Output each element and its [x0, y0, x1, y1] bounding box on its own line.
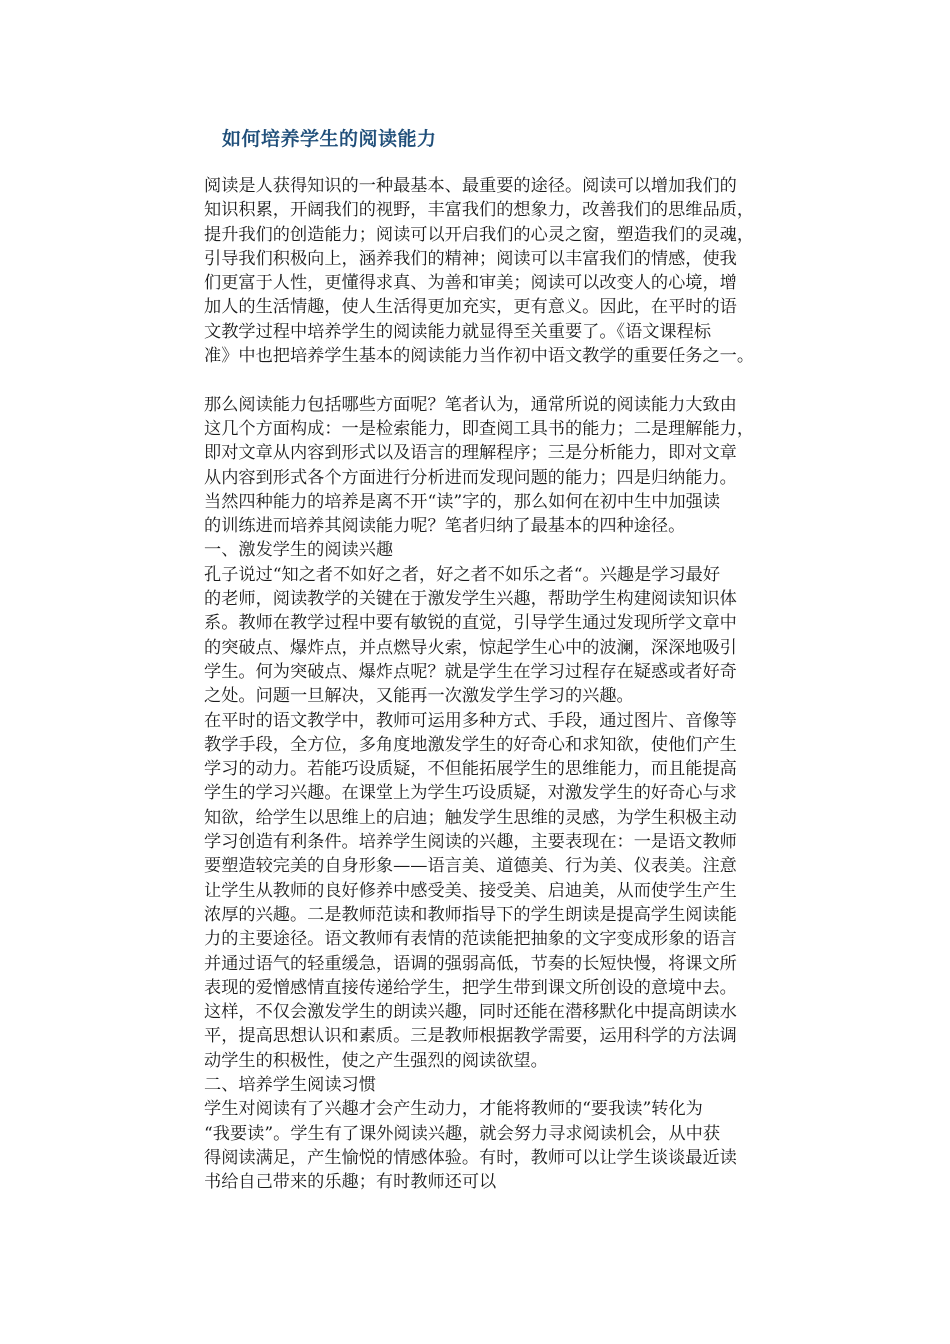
text-line: 从内容到形式各个方面进行分析进而发现问题的能力；四是归纳能力。 [204, 467, 737, 488]
text-line: 孔子说过“知之者不如好之者，好之者不如乐之者“。兴趣是学习最好 [204, 564, 721, 585]
text-line: 引导我们积极向上，涵养我们的精神；阅读可以丰富我们的情感，使我 [204, 248, 737, 269]
text-line: 在平时的语文教学中，教师可运用多种方式、手段，通过图片、音像等 [204, 710, 737, 731]
text-line: 二、培养学生阅读习惯 [204, 1074, 376, 1095]
text-line: 学生的学习兴趣。在课堂上为学生巧设质疑，对激发学生的好奇心与求 [204, 783, 737, 804]
text-line: 加人的生活情趣，使人生活得更加充实，更有意义。因此，在平时的语 [204, 297, 737, 318]
text-line: 平，提高思想认识和素质。三是教师根据教学需要，运用科学的方法调 [204, 1026, 737, 1047]
section-heading-2 [204, 1073, 814, 1097]
intro-paragraph [204, 174, 814, 368]
abilities-paragraph [204, 393, 814, 539]
text-line: 并通过语气的轻重缓急，语调的强弱高低，节奏的长短快慢，将课文所 [204, 953, 737, 974]
text-line: 之处。问题一旦解决，又能再一次激发学生学习的兴趣。 [204, 686, 634, 707]
text-line: 要塑造较完美的自身形象——语言美、道德美、行为美、仪表美。注意 [204, 856, 737, 877]
text-line: 学习的动力。若能巧设质疑，不但能拓展学生的思维能力，而且能提高 [204, 759, 737, 780]
text-line: 学生。何为突破点、爆炸点呢？就是学生在学习过程存在疑惑或者好奇 [204, 661, 737, 682]
text-line: 得阅读满足，产生愉悦的情感体验。有时，教师可以让学生谈谈最近读 [204, 1147, 737, 1168]
text-line: 力的主要途径。语文教师有表情的范读能把抽象的文字变成形象的语言 [204, 929, 737, 950]
text-line: 一、激发学生的阅读兴趣 [204, 540, 394, 561]
text-line: 系。教师在教学过程中要有敏锐的直觉，引导学生通过发现所学文章中 [204, 613, 737, 634]
text-line: 学习创造有利条件。培养学生阅读的兴趣，主要表现在：一是语文教师 [204, 832, 737, 853]
confucius-paragraph [204, 563, 814, 709]
text-line: 当然四种能力的培养是离不开“读”字的，那么如何在初中生中加强读 [204, 491, 721, 512]
text-line: 这样，不仅会激发学生的朗读兴趣，同时还能在潜移默化中提高朗读水 [204, 1002, 737, 1023]
text-line: 阅读是人获得知识的一种最基本、最重要的途径。阅读可以增加我们的 [204, 176, 737, 196]
text-line: 的老师，阅读教学的关键在于激发学生兴趣，帮助学生构建阅读知识体 [204, 589, 737, 610]
text-line: 的训练进而培养其阅读能力呢？笔者归纳了最基本的四种途径。 [204, 516, 686, 537]
text-line: 让学生从教师的良好修养中感受美、接受美、启迪美，从而使学生产生 [204, 880, 737, 901]
text-line: 学生对阅读有了兴趣才会产生动力，才能将教师的“要我读”转化为 [204, 1099, 703, 1120]
text-line: 浓厚的兴趣。二是教师范读和教师指导下的学生朗读是提高学生阅读能 [204, 904, 737, 925]
section-heading-1 [204, 538, 814, 562]
text-line: 知欲，给学生以思维上的启迪；触发学生思维的灵感，为学生积极主动 [204, 807, 737, 828]
text-line: 们更富于人性，更懂得求真、为善和审美；阅读可以改变人的心境，增 [204, 273, 737, 294]
text-line: “我要读”。学生有了课外阅读兴趣，就会努力寻求阅读机会，从中获 [204, 1123, 721, 1144]
text-line: 动学生的积极性，使之产生强烈的阅读欲望。 [204, 1050, 548, 1071]
text-line: 这几个方面构成：一是检索能力，即查阅工具书的能力；二是理解能力， [204, 418, 755, 439]
text-line: 文教学过程中培养学生的阅读能力就显得至关重要了。《语文课程标 [204, 321, 712, 342]
text-line: 教学手段，全方位，多角度地激发学生的好奇心和求知欲，使他们产生 [204, 734, 737, 755]
text-line: 提升我们的创造能力；阅读可以开启我们的心灵之窗，塑造我们的灵魂， [204, 224, 755, 245]
text-line: 即对文章从内容到形式以及语言的理解程序；三是分析能力，即对文章 [204, 443, 737, 464]
paragraph-gap [204, 368, 814, 392]
habits-paragraph [204, 1097, 814, 1194]
document-body [204, 174, 814, 1194]
text-line: 准》中也把培养学生基本的阅读能力当作初中语文教学的重要任务之一。 [204, 346, 755, 367]
text-line: 书给自己带来的乐趣；有时教师还可以 [204, 1172, 497, 1193]
text-line: 表现的爱憎感情直接传递给学生，把学生带到课文所创设的意境中去。 [204, 977, 737, 998]
text-line: 那么阅读能力包括哪些方面呢？笔者认为，通常所说的阅读能力大致由 [204, 394, 737, 415]
document-title: 如何培养学生的阅读能力 [222, 128, 437, 150]
methods-paragraph [204, 709, 814, 1073]
text-line: 知识积累，开阔我们的视野，丰富我们的想象力，改善我们的思维品质， [204, 200, 755, 221]
text-line: 的突破点、爆炸点，并点燃导火索，惊起学生心中的波澜，深深地吸引 [204, 637, 737, 658]
